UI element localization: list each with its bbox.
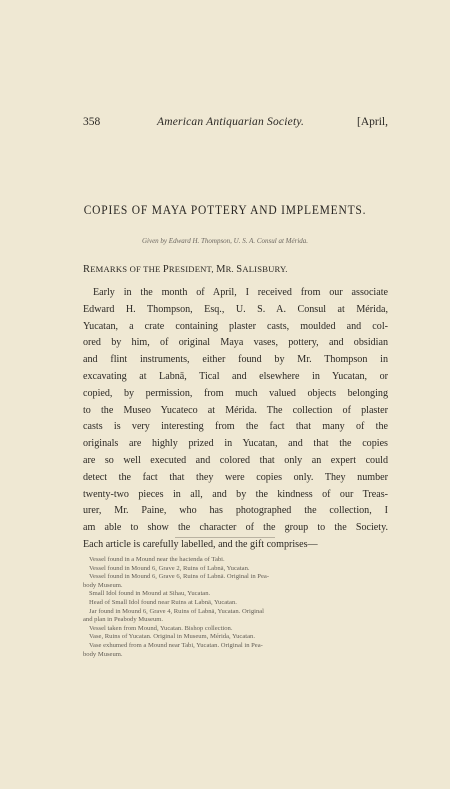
remarks-letter-r: R: [83, 264, 91, 275]
remarks-letter-s: S: [236, 264, 243, 275]
list-item: Jar found in Mound 6, Grave 4, Ruins of Labnā, Yucatan. Original: [89, 607, 265, 615]
body-line: Edward H. Thompson, Esq., U. S. A. Consul at Mérida,: [83, 303, 388, 315]
list-item: Vase, Ruins of Yucatan. Original in Museum, Mérida, Yucatan.: [89, 633, 255, 641]
body-line: excavating at Labnā, Tical and elsewhere in Yucatan, or: [83, 370, 388, 382]
body-line: copied, by permission, from much valued objects belonging: [83, 387, 388, 399]
body-line: are so well executed and colored that only an expert could: [83, 454, 388, 466]
article-title: COPIES OF MAYA POTTERY AND IMPLEMENTS.: [83, 204, 367, 218]
body-line: casts is very interesting from the fact that many of the: [83, 421, 388, 433]
list-item: Vase exhumed from a Mound near Tabi, Yucatan. Original in Pea-: [89, 641, 263, 649]
list-item: Small Idol found in Mound at Sihau, Yucatan.: [89, 590, 211, 598]
list-item: body Museum.: [83, 581, 123, 589]
list-item: Vessel found in a Mound near the hacienda of Tabi.: [89, 556, 225, 563]
running-header: [83, 116, 388, 132]
item-list: [83, 556, 388, 659]
body-line: to the Museo Yucateco at Mérida. The collection of plaster: [83, 404, 388, 416]
remarks-letter-p: P: [162, 264, 169, 275]
body-line: Early in the month of April, I received from our associate: [93, 287, 388, 298]
body-line: detect the fact that they were copies only. They number: [83, 471, 388, 483]
article-byline: Given by Edward H. Thompson, U. S. A. Consul at Mérida.: [141, 237, 309, 245]
section-divider: [175, 537, 275, 538]
list-item: body Museum.: [83, 650, 123, 658]
body-line: and flint instruments, either found by Mr. Thompson in: [83, 354, 388, 366]
remarks-letter-m: M: [216, 264, 226, 275]
list-item: Head of Small Idol found near Ruins at Labnā, Yucatan.: [89, 598, 237, 606]
body-line: Yucatan, a crate containing plaster casts, moulded and col-: [83, 320, 388, 332]
running-month: [April,: [357, 116, 388, 128]
body-line: originals are highly prized in Yucatan, and that the copies: [83, 438, 388, 450]
running-title: American Antiquarian Society.: [157, 116, 305, 128]
body-line: urer, Mr. Paine, who has photographed the collection, I: [83, 505, 388, 517]
remarks-smallcaps-2: RESIDENT,: [168, 264, 217, 274]
list-item: Vessel found in Mound 6, Grave 2, Ruins of Labnā, Yucatan.: [89, 564, 250, 572]
list-item: and plan in Peabody Museum.: [83, 616, 164, 624]
remarks-smallcaps-3: R.: [225, 264, 237, 274]
body-paragraph: [83, 285, 388, 554]
remarks-smallcaps-4: ALISBURY.: [242, 264, 288, 274]
page-number: 358: [83, 116, 101, 128]
body-line: am able to show the character of the group to the Society.: [83, 522, 388, 534]
remarks-heading: [83, 264, 393, 275]
list-item: Vessel found in Mound 6, Grave 6, Ruins of Labnā. Original in Pea-: [89, 573, 270, 581]
body-line: ored by him, of original Maya vases, pottery, and obsidian: [83, 337, 388, 349]
list-item: Vessel taken from Mound, Yucatan. Bishop collection.: [89, 624, 233, 632]
body-line: twenty-two pieces in all, and by the kindness of our Treas-: [83, 488, 388, 500]
body-line: Each article is carefully labelled, and the gift comprises—: [83, 538, 318, 550]
remarks-smallcaps-1: EMARKS OF THE: [90, 264, 163, 274]
